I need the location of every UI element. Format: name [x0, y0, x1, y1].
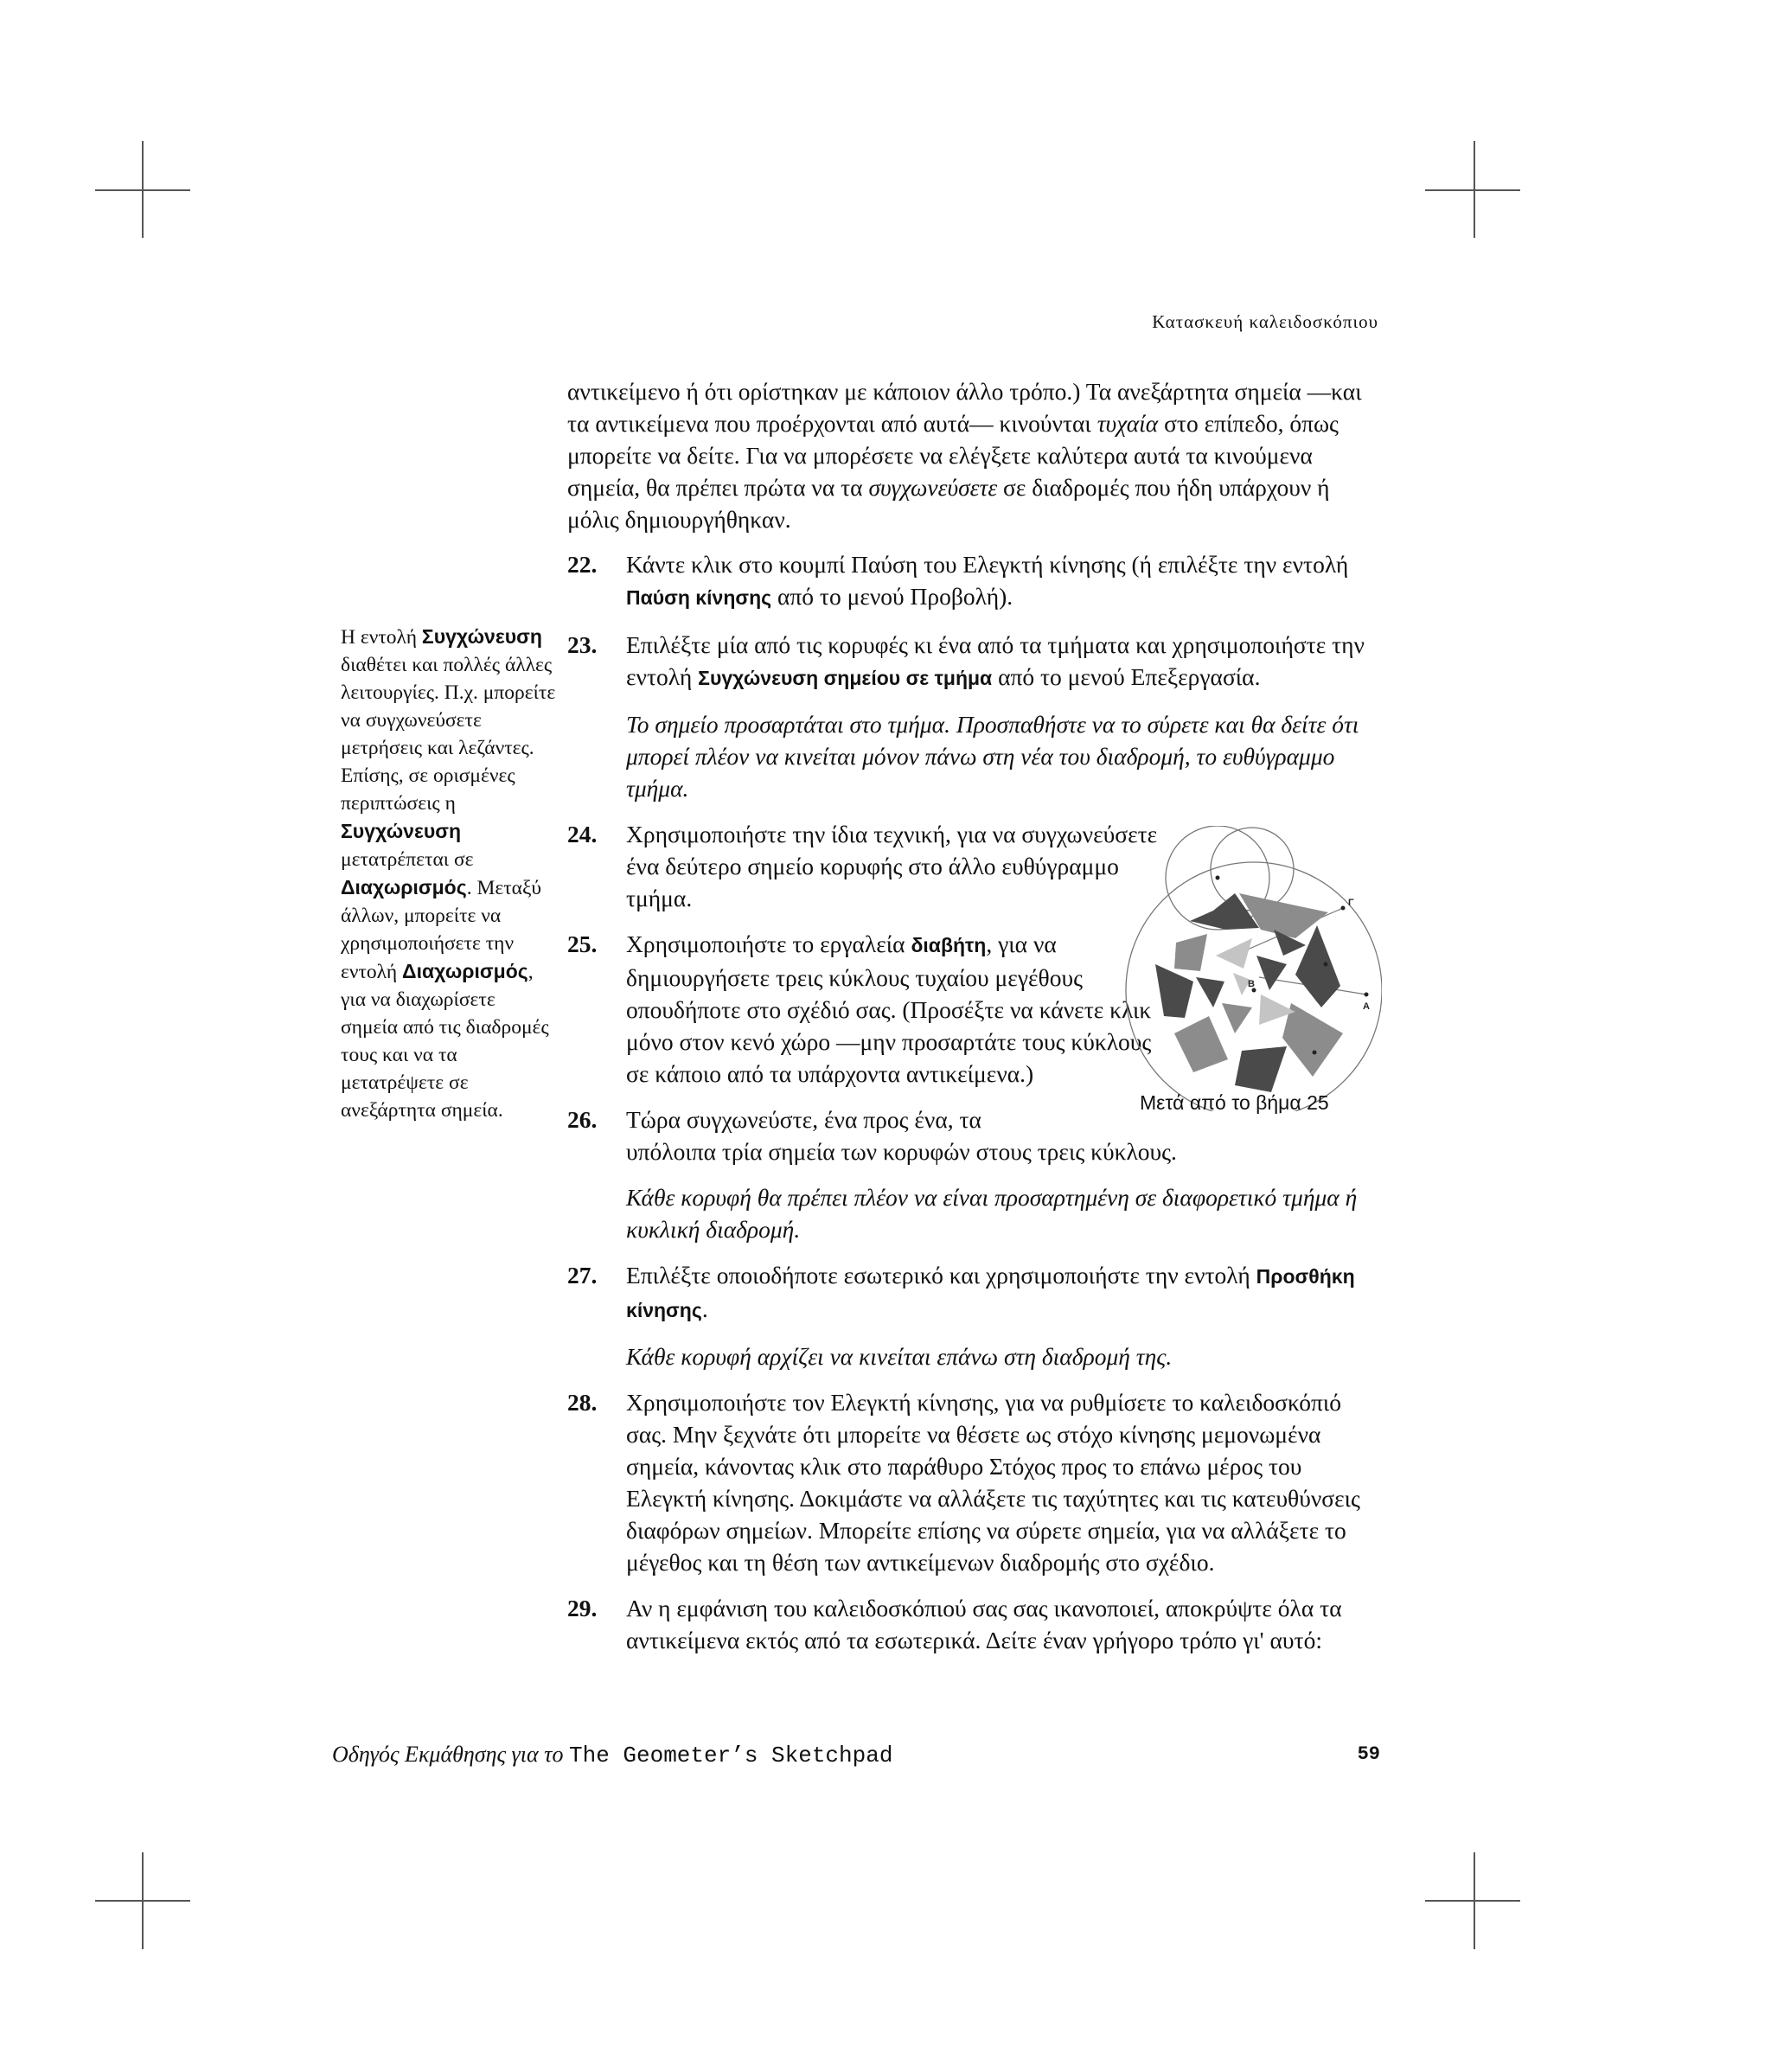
command-split: Διαχωρισμός [402, 960, 528, 982]
step-text: Επιλέξτε μία από τις κορυφές κι ένα από τα τμήματα και χρησιμοποιήστε την εντολή [626, 631, 1365, 690]
step-number: 22. [567, 551, 598, 578]
kaleidoscope-shape [1295, 925, 1340, 1007]
step-25 [567, 928, 1162, 1090]
step-number: 23. [567, 631, 598, 658]
point-label-a: Α [1363, 1001, 1370, 1012]
step-number: 26. [567, 1106, 598, 1133]
vertex-point [1341, 906, 1346, 911]
step-26-note: Κάθε κορυφή θα πρέπει πλέον να είναι προσαρτημένη σε διαφορετικό τμήμα ή κυκλική διαδρομή. [626, 1184, 1358, 1243]
kaleidoscope-shape [1196, 977, 1224, 1007]
margin-note [341, 623, 557, 1124]
step-text: υπόλοιπα τρία σημεία των κορυφών στους τρεις κύκλους. [626, 1138, 1177, 1165]
step-text: Τώρα συγχωνεύστε, ένα προς ένα, τα [626, 1106, 981, 1133]
step-24 [567, 818, 1162, 914]
crop-mark-top-right-h [1425, 189, 1520, 191]
kaleidoscope-shape [1235, 1046, 1287, 1092]
kaleidoscope-shape [1174, 1016, 1228, 1072]
step-23-note: Το σημείο προσαρτάται στο τμήμα. Προσπαθήστε να το σύρετε και θα δείτε ότι μπορεί πλέον να κινείται μόνον πάνω στη νέα του διαδρομή, το ευθύγραμμο τμήμα. [626, 711, 1359, 802]
vertex-point [1313, 1051, 1317, 1055]
command-pause-motion: Παύση κίνησης [626, 586, 772, 609]
step-27-note: Κάθε κορυφή αρχίζει να κινείται επάνω στη διαδρομή της. [626, 1343, 1173, 1370]
command-merge: Συγχώνευση [421, 625, 542, 648]
margin-note-text: , για να διαχωρίσετε σημεία από τις διαδρομές τους και να τα μετατρέψετε σε ανεξάρτητα σημεία. [341, 961, 549, 1122]
step-text: Χρησιμοποιήστε τον Ελεγκτή κίνησης, για να ρυθμίσετε το καλειδοσκόπιό σας. Μην ξεχνάτε ότι μπορείτε να θέσετε ως στόχο κίνησης μεμονωμένα σημεία, κάνοντας κλικ στο παράθυρο Στόχος προς το επάνω μέρος του Ελεγκτή κίνησης. Δοκιμάστε να αλλάξετε τις ταχύτητες και τις κατευθύνσεις διαφόρων σημείων. Μπορείτε επίσης να σύρετε σημεία, για να αλλάξετε το μέγεθος και τη θέση των αντικείμενων διαδρομής στο σχέδιο. [626, 1389, 1360, 1576]
page-number: 59 [1357, 1743, 1380, 1765]
kaleidoscope-shape [1216, 938, 1252, 969]
step-23 [567, 629, 1380, 694]
kaleidoscope-figure [1114, 826, 1382, 1111]
step-number: 29. [567, 1595, 598, 1621]
crop-mark-bottom-left-v [142, 1852, 144, 1949]
margin-note-text: διαθέτει και πολλές άλλες λειτουργίες. Π.χ. μπορείτε να συγχωνεύσετε μετρήσεις και λεζάντες. Επίσης, σε ορισμένες περιπτώσεις η [341, 654, 556, 815]
step-text: από το μενού Επεξεργασία. [992, 663, 1261, 690]
vertex-point [1216, 876, 1220, 880]
step-text: Χρησιμοποιήστε το εργαλεία [626, 930, 911, 957]
step-number: 28. [567, 1389, 598, 1416]
point-label-g: Γ [1348, 898, 1354, 908]
step-22 [567, 548, 1380, 614]
intro-emphasis: τυχαία [1096, 410, 1159, 437]
crop-mark-top-left-v [142, 141, 144, 238]
point-label-b: Β [1248, 979, 1255, 989]
intro-emphasis: συγχωνεύσετε [868, 474, 998, 501]
intro-text: αντικείμενο ή ότι ορίστηκαν με κάποιον άλλο τρόπο.) Τα ανεξάρτητα σημεία —και τα αντικείμενα που προέρχονται από αυτά— κινούνται [567, 378, 1362, 437]
margin-note-text: . Μεταξύ άλλων, μπορείτε να χρησιμοποιήσετε την εντολή [341, 877, 542, 983]
footer-title [332, 1742, 892, 1768]
step-text: από το μενού Προβολή). [771, 583, 1013, 610]
vertex-point [1324, 962, 1328, 967]
margin-note-text: μετατρέπεται σε [341, 848, 474, 871]
crop-mark-bottom-right-v [1474, 1852, 1475, 1949]
step-text: Κάντε κλικ στο κουμπί Παύση του Ελεγκτή κίνησης (ή επιλέξτε την εντολή [626, 551, 1349, 578]
step-number: 24. [567, 821, 598, 847]
intro-text: στο επίπεδο, όπως μπορείτε να δείτε. Για να μπορέσετε να ελέγξετε καλύτερα αυτά τα κινούμενα σημεία, θα πρέπει πρώτα να τα [567, 410, 1339, 501]
step-27 [567, 1259, 1380, 1327]
step-number: 25. [567, 930, 598, 957]
footer-guide-text: Οδηγός Εκμάθησης για το [332, 1742, 569, 1767]
command-merge-point-to-segment: Συγχώνευση σημείου σε τμήμα [698, 667, 993, 689]
figure-caption: Μετά από το βήμα 25 [1140, 1091, 1329, 1114]
kaleidoscope-shape [1174, 934, 1207, 971]
step-text: . [701, 1295, 708, 1322]
step-text: Αν η εμφάνιση του καλειδοσκόπιού σας σας ικανοποιεί, αποκρύψτε όλα τα αντικείμενα εκτός από τα εσωτερικά. Δείτε έναν γρήγορο τρόπο γι' αυτό: [626, 1595, 1342, 1653]
kaleidoscope-shape [1256, 956, 1287, 990]
crop-mark-top-right-v [1474, 141, 1475, 238]
kaleidoscope-shape [1155, 964, 1193, 1018]
intro-text: σε διαδρομές που ήδη υπάρχουν ή μόλις δημιουργήθηκαν. [567, 474, 1330, 533]
margin-note-text: Η εντολή [341, 626, 422, 649]
step-text: Επιλέξτε οποιοδήποτε εσωτερικό και χρησιμοποιήστε την εντολή [626, 1262, 1256, 1289]
vertex-point [1365, 993, 1369, 997]
kaleidoscope-shape [1222, 1003, 1252, 1033]
step-text: , για να δημιουργήσετε τρεις κύκλους τυχαίου μεγέθους οπουδήποτε στο σχέδιό σας. (Προσέξτε να κάνετε κλικ μόνο στον κενό χώρο —μην προσαρτάτε τους κύκλους σε κάποιο από τα υπάρχοντα αντικείμενα.) [626, 930, 1152, 1087]
running-header: Κατασκευή καλειδοσκόπιου [1152, 311, 1378, 332]
step-29 [567, 1592, 1380, 1656]
command-compass: διαβήτη [911, 934, 987, 956]
crop-mark-bottom-right-h [1425, 1900, 1520, 1902]
kaleidoscope-shape [1282, 1003, 1343, 1077]
step-text: Χρησιμοποιήστε την ίδια τεχνική, για να συγχωνεύσετε ένα δεύτερο σημείο κορυφής στο άλλο ευθύγραμμο τμήμα. [626, 821, 1158, 911]
step-28 [567, 1386, 1380, 1578]
command-split: Διαχωρισμός [341, 876, 467, 899]
command-merge: Συγχώνευση [341, 820, 462, 842]
intro-paragraph [567, 375, 1380, 535]
step-number: 27. [567, 1262, 598, 1289]
command-add-motion: Προσθήκη κίνησης [626, 1265, 1355, 1321]
footer-product-name: The Geometer’s Sketchpad [568, 1743, 893, 1768]
